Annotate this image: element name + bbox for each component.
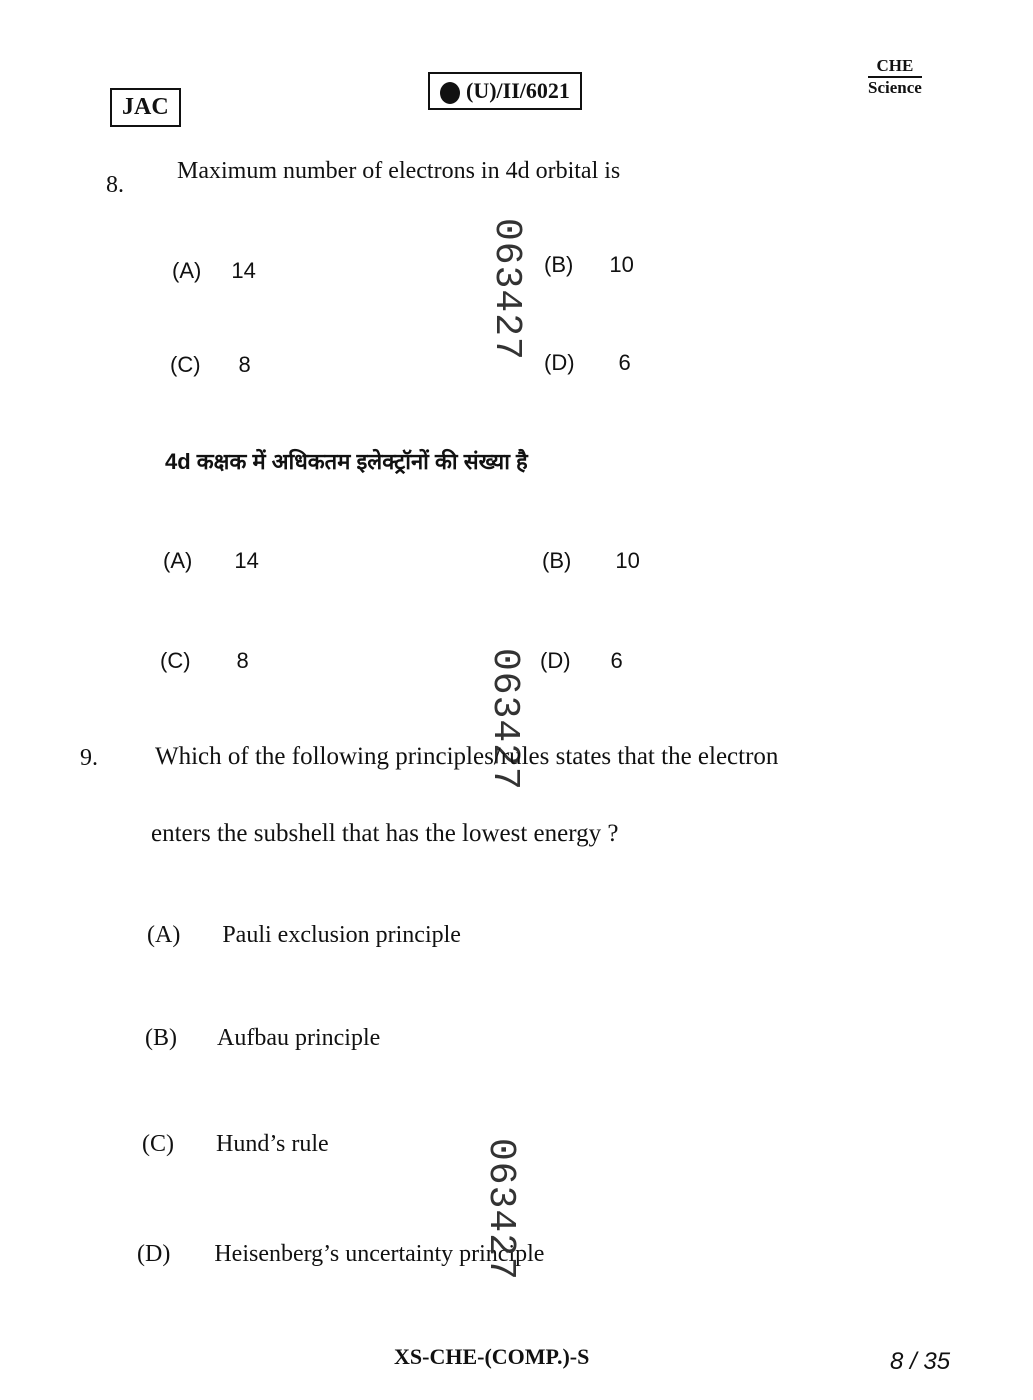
serial-stamp: 063427 <box>485 218 528 361</box>
paper-code: (U)/II/6021 <box>466 78 570 103</box>
q8-hindi-option-b: (B) 10 <box>542 548 640 573</box>
q9-option-c: (C) Hund’s rule <box>142 1131 329 1157</box>
board-label: JAC <box>122 94 169 120</box>
paper-code-box <box>428 72 582 110</box>
bullet-icon <box>440 82 460 104</box>
q8-hindi-option-a: (A) 14 <box>163 548 259 573</box>
q8-option-c: (C) 8 <box>170 352 251 377</box>
subject-label <box>868 56 922 98</box>
serial-stamp: 063427 <box>483 648 526 791</box>
q9-option-a: (A) Pauli exclusion principle <box>147 922 461 948</box>
q9-number: 9. <box>80 745 98 771</box>
q8-number: 8. <box>106 172 124 198</box>
q8-option-a: (A) 14 <box>172 258 256 283</box>
q8-hindi-option-c: (C) 8 <box>160 648 249 673</box>
q8-hindi-text: 4d कक्षक में अधिकतम इलेक्ट्रॉनों की संख्या है <box>165 449 528 474</box>
q9-text-line1: Which of the following principles/rules states that the electron <box>155 743 779 770</box>
q8-option-b: (B) 10 <box>544 252 634 277</box>
q9-text-line2: enters the subshell that has the lowest energy ? <box>151 820 619 847</box>
q9-option-b: (B) Aufbau principle <box>145 1025 381 1051</box>
q8-text: Maximum number of electrons in 4d orbital is <box>177 158 621 184</box>
q8-hindi-option-d: (D) 6 <box>540 648 623 673</box>
subject-top: CHE <box>868 56 922 78</box>
board-box <box>110 88 181 127</box>
q8-option-d: (D) 6 <box>544 350 631 375</box>
serial-stamp: 063427 <box>479 1138 522 1281</box>
q9-option-d: (D) Heisenberg’s uncertainty principle <box>137 1241 545 1267</box>
subject-bottom: Science <box>868 78 922 97</box>
footer-paper-code: XS-CHE-(COMP.)-S <box>394 1344 590 1369</box>
page-number: 8 / 35 <box>890 1348 951 1375</box>
